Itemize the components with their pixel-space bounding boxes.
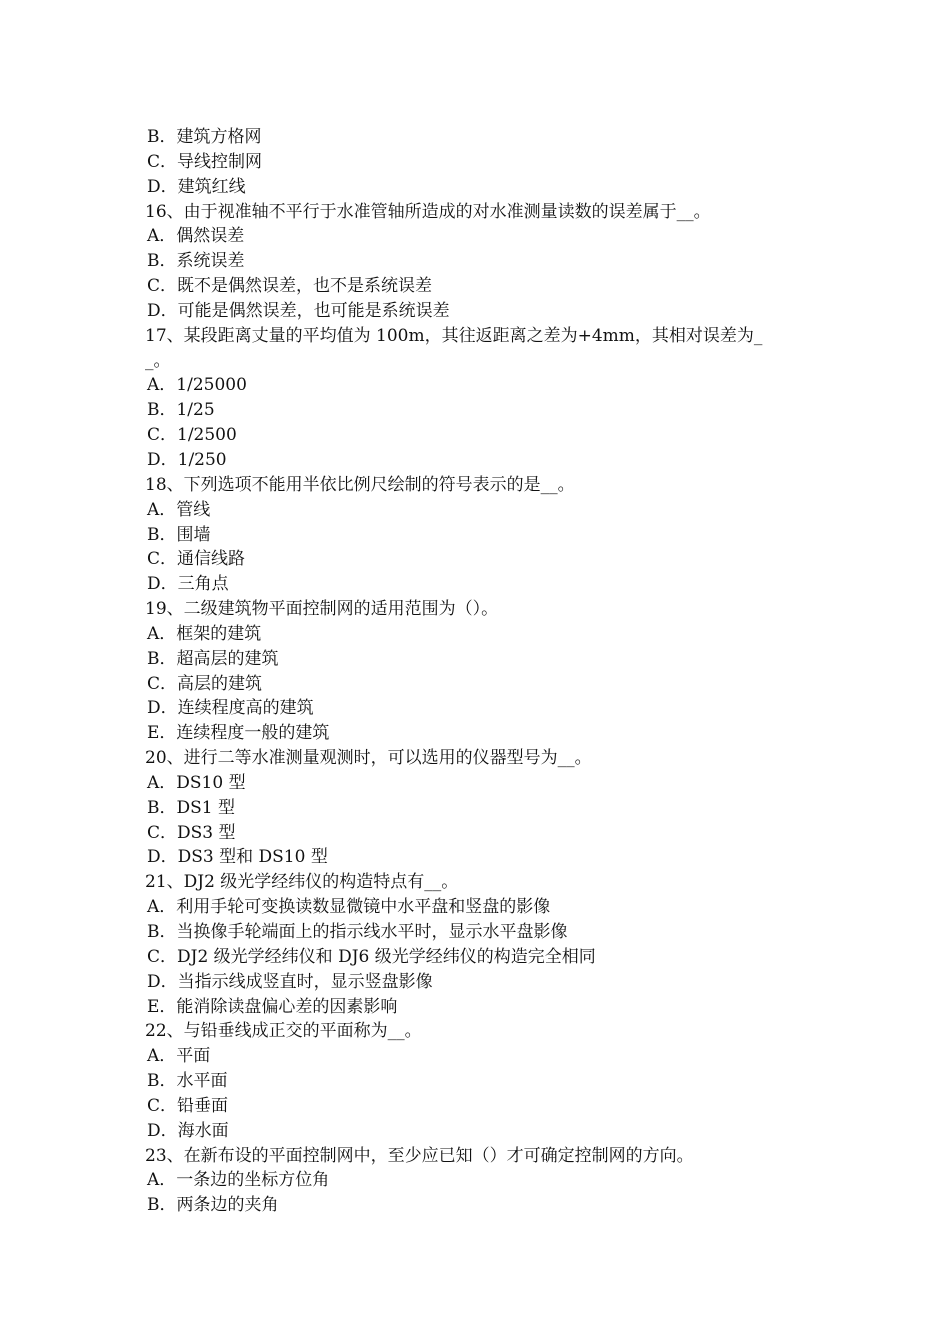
answer-option: B．系统误差 — [147, 251, 245, 272]
answer-option: D．三角点 — [147, 574, 229, 595]
question-text: 22、与铅垂线成正交的平面称为__。 — [145, 1021, 422, 1042]
question-text: 21、DJ2 级光学经纬仪的构造特点有__。 — [145, 872, 459, 893]
question-text: 19、二级建筑物平面控制网的适用范围为（）。 — [145, 599, 499, 620]
answer-option: D．建筑红线 — [147, 176, 246, 197]
answer-option: C．1/2500 — [147, 425, 237, 446]
answer-option: B．建筑方格网 — [147, 127, 262, 147]
answer-option: A．利用手轮可变换读数显微镜中水平盘和竖盘的影像 — [147, 897, 551, 918]
answer-option: D．海水面 — [147, 1120, 229, 1141]
answer-option: C．DS3 型 — [147, 822, 236, 843]
question-text: 18、下列选项不能用半依比例尺绘制的符号表示的是__。 — [145, 474, 575, 495]
answer-option: C．既不是偶然误差，也不是系统误差 — [147, 276, 433, 297]
question-text: 16、由于视准轴不平行于水准管轴所造成的对水准测量读数的误差属于__。 — [145, 201, 711, 222]
question-text: 23、在新布设的平面控制网中，至少应已知（）才可确定控制网的方向。 — [145, 1145, 694, 1166]
answer-option: A．DS10 型 — [147, 772, 246, 793]
answer-option: E．能消除读盘偏心差的因素影响 — [147, 996, 398, 1017]
answer-option: D．连续程度高的建筑 — [147, 698, 314, 719]
answer-option: A．一条边的坐标方位角 — [147, 1170, 330, 1191]
answer-option: B．水平面 — [147, 1071, 228, 1092]
answer-option: C．DJ2 级光学经纬仪和 DJ6 级光学经纬仪的构造完全相同 — [147, 946, 596, 967]
answer-option: E．连续程度一般的建筑 — [147, 723, 330, 744]
answer-option: A．平面 — [147, 1046, 211, 1067]
question-text: 20、进行二等水准测量观测时，可以选用的仪器型号为__。 — [145, 748, 592, 769]
answer-option: C．导线控制网 — [147, 151, 263, 172]
answer-option: A．框架的建筑 — [147, 623, 262, 644]
answer-option: D．当指示线成竖直时，显示竖盘影像 — [147, 971, 433, 992]
answer-option: D．可能是偶然误差，也可能是系统误差 — [147, 300, 450, 321]
answer-option: B．当换像手轮端面上的指示线水平时，显示水平盘影像 — [147, 922, 568, 942]
answer-option: C．通信线路 — [147, 549, 246, 570]
answer-option: D．1/250 — [147, 449, 227, 470]
answer-option: A．偶然误差 — [147, 226, 245, 247]
answer-option: D．DS3 型和 DS10 型 — [147, 847, 328, 868]
question-list — [145, 125, 815, 1218]
answer-option: B．DS1 型 — [147, 797, 235, 818]
answer-option: A．管线 — [147, 499, 211, 520]
answer-option: B．两条边的夹角 — [147, 1195, 279, 1216]
question-text: 17、某段距离丈量的平均值为 100m，其往返距离之差为+4mm，其相对误差为_ — [145, 325, 763, 346]
answer-option: C．高层的建筑 — [147, 673, 263, 694]
answer-option: A．1/25000 — [147, 375, 247, 396]
answer-option: B．超高层的建筑 — [147, 648, 279, 669]
answer-option: B．1/25 — [147, 400, 215, 421]
answer-option: B．围墙 — [147, 524, 211, 545]
answer-option: C．铅垂面 — [147, 1095, 229, 1116]
question-text: _。 — [145, 350, 171, 371]
